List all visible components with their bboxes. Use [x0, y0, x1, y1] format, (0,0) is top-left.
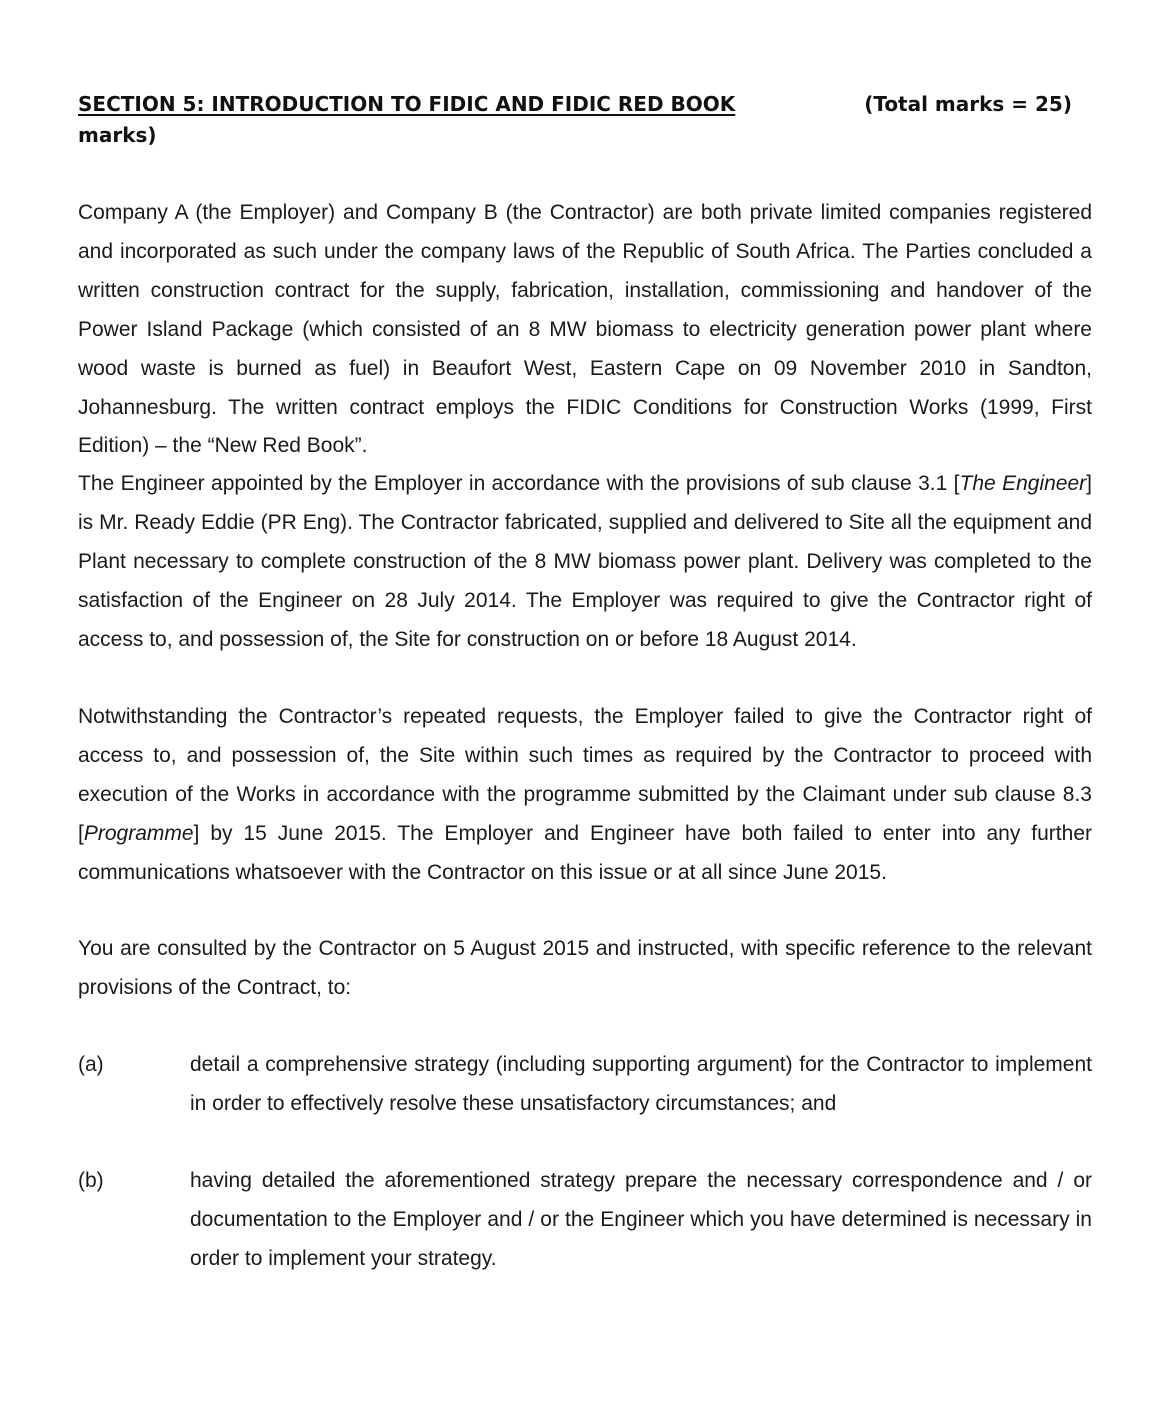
p3-clause-reference: Programme [83, 821, 194, 845]
total-marks: (Total marks = 25) [864, 92, 1072, 116]
p2-text-start: The Engineer appointed by the Employer in accordance with the provisions of sub clause 3.1 [ [78, 472, 960, 495]
scenario-paragraph-2 [78, 465, 1092, 660]
scenario-paragraph-3 [78, 698, 1092, 893]
item-label: (a) [78, 1053, 104, 1076]
p2-text-end: ] is Mr. Ready Eddie (PR Eng). The Contractor fabricated, supplied and delivered to Site all the equipment and Plant necessary to complete construction of the 8 MW biomass power plant. Delivery was completed to the satisfaction of the Engineer on 28 July 2014. The Employer was required to give the Contractor right of access to, and possession of, the Site for construction on or before 18 August 2014. [78, 472, 1092, 651]
section-header [78, 89, 1092, 151]
scenario-paragraph-1: Company A (the Employer) and Company B (the Contractor) are both private limited companies registered and incorporated as such under the company laws of the Republic of South Africa. The Parties concluded a written construction contract for the supply, fabrication, installation, commissioning and handover of the Power Island Package (which consisted of an 8 MW biomass to electricity generation power plant where wood waste is burned as fuel) in Beaufort West, Eastern Cape on 09 November 2010 in Sandton, Johannesburg. The written contract employs the FIDIC Conditions for Construction Works (1999, First Edition) – the “New Red Book”. [78, 201, 1092, 458]
instruction-paragraph: You are consulted by the Contractor on 5 August 2015 and instructed, with specific reference to the relevant provisions of the Contract, to: [78, 937, 1092, 999]
item-text: detail a comprehensive strategy (including supporting argument) for the Contractor to implement in order to effectively resolve these unsatisfactory circumstances; and [190, 1053, 1092, 1115]
section-title: SECTION 5: INTRODUCTION TO FIDIC AND FIDIC RED BOOK [78, 92, 736, 116]
item-label: (b) [78, 1169, 104, 1192]
item-text: having detailed the aforementioned strategy prepare the necessary correspondence and / or documentation to the Employer and / or the Engineer which you have determined is necessary in order to implement your strategy. [190, 1169, 1092, 1270]
p3-text-end: ] by 15 June 2015. The Employer and Engineer have both failed to enter into any further communications whatsoever with the Contractor on this issue or at all since June 2015. [78, 821, 1092, 884]
p3-text-start: Notwithstanding the Contractor’s repeated requests, the Employer failed to give the Contractor right of access to, and possession of, the Site within such times as required by the Contractor to proceed with execution of the Works in accordance with the programme submitted by the Claimant under sub clause 8.3 [ [78, 705, 1092, 845]
p2-clause-reference: The Engineer [959, 472, 1087, 495]
marks-continuation: marks) [78, 123, 157, 147]
